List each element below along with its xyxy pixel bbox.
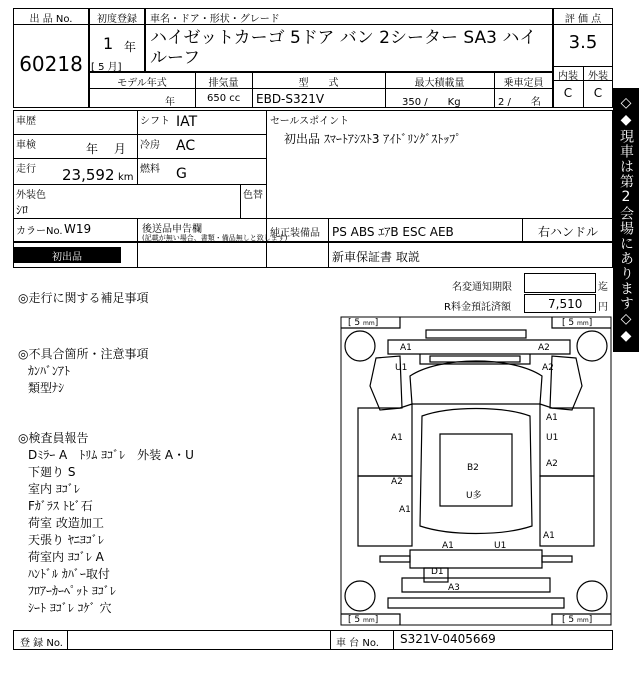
overall-grade: 3.5 xyxy=(568,32,598,53)
displacement-value: 650 cc xyxy=(207,93,241,104)
damage-mark: U1 xyxy=(494,541,507,551)
chassis-label: 車 台 No. xyxy=(336,638,379,649)
first-reg-label: 初度登録 xyxy=(97,14,137,25)
tire-unit: mm xyxy=(576,617,589,624)
color-no-label: カラーNo. xyxy=(16,226,63,237)
color-change-label: 色替 xyxy=(243,190,263,201)
damage-mark: A1 xyxy=(391,433,403,443)
damage-mark: A2 xyxy=(546,459,558,469)
inspector-item: ｼｰﾄ ﾖｺﾞﾚ ｺｹﾞ 穴 xyxy=(28,601,112,615)
damage-mark: A1 xyxy=(546,413,558,423)
tire-depth-fl: [ 5 mm] xyxy=(348,318,379,328)
damage-mark: A1 xyxy=(399,505,411,515)
steering-value: 右ハンドル xyxy=(538,225,599,239)
model-label: 型 式 xyxy=(298,78,339,89)
tire-unit: mm xyxy=(362,617,375,624)
displacement-label: 排気量 xyxy=(208,78,239,89)
inspection-value: 年 月 xyxy=(86,142,126,156)
year-unit: 年 xyxy=(124,40,137,54)
model-value: EBD-S321V xyxy=(256,92,325,106)
exterior-label: 外装 xyxy=(588,71,608,82)
side-banner: ◇◆現車は第2会場にあります◇◆ xyxy=(613,88,639,352)
grade-label: 評 価 点 xyxy=(564,14,602,25)
fuel-label: 燃料 xyxy=(140,164,160,175)
inspector-item: ﾊﾝﾄﾞﾙ ｶﾊﾞｰ取付 xyxy=(28,567,110,581)
notes-section xyxy=(18,290,318,307)
driving-title: ◎走行に関する補足事項 xyxy=(18,291,149,305)
damage-mark: A2 xyxy=(538,343,550,353)
tire-depth-fr: [ 5 mm] xyxy=(562,318,593,328)
max-load-value: 350 / Kg xyxy=(402,97,461,108)
tire-unit: mm xyxy=(576,320,589,327)
mileage-value: 23,592 xyxy=(62,166,115,184)
inspection-label: 車検 xyxy=(16,140,36,151)
inspector-item: ﾌﾛｱｰｶｰﾍﾟｯﾄ ﾖｺﾞﾚ xyxy=(28,584,116,598)
inspector-item: 荷室内 ﾖｺﾞﾚ A xyxy=(28,550,104,564)
car-damage-diagram xyxy=(340,316,612,626)
damage-mark: A2 xyxy=(391,477,403,487)
max-load-label: 最大積載量 xyxy=(414,78,465,89)
lot-no-label: 出 品 No. xyxy=(29,14,73,25)
history-label: 車歴 xyxy=(16,116,36,127)
warranty-value: 新車保証書 取説 xyxy=(332,250,420,264)
ac-value: AC xyxy=(176,138,196,154)
lot-no: 60218 xyxy=(19,52,83,76)
damage-mark: U1 xyxy=(546,433,559,443)
name-change-field xyxy=(524,273,596,293)
shift-value: IAT xyxy=(176,114,198,130)
mileage-label: 走行 xyxy=(16,164,36,175)
tire-depth-rr: [ 5 mm] xyxy=(562,615,593,625)
damage-mark: A1 xyxy=(543,531,555,541)
chassis-value: S321V-0405669 xyxy=(400,632,496,646)
aftermarket-note: (記載が無い場合、書類・備品無しと致します) xyxy=(142,234,288,242)
inspector-item: 下廻り S xyxy=(28,465,76,479)
interior-label: 内装 xyxy=(558,71,578,82)
interior-grade: C xyxy=(563,86,573,100)
damage-mark: A1 xyxy=(442,541,454,551)
tire-unit: mm xyxy=(362,320,375,327)
inspector-item: 室内 ﾖｺﾞﾚ xyxy=(28,482,80,496)
tire-depth-rl-value: 5 xyxy=(354,615,361,625)
damage-mark: D1 xyxy=(431,567,444,577)
damage-mark: B2 xyxy=(467,463,479,473)
color-no-value: W19 xyxy=(64,222,92,236)
mileage-unit: km xyxy=(118,172,134,183)
inspector-title: ◎検査員報告 xyxy=(18,431,89,445)
recycle-unit: 円 xyxy=(598,302,608,313)
defect-item: 類型ﾅｼ xyxy=(28,381,65,395)
equipment-value: PS ABS ｴｱB ESC AEB xyxy=(332,225,454,239)
tire-depth-fr-value: 5 xyxy=(568,318,575,328)
aftermarket-label: 後送品申告欄 xyxy=(142,224,202,235)
name-label: 車名・ドア・形状・グレード xyxy=(150,14,280,25)
tire-depth-rl: [ 5 mm] xyxy=(348,615,379,625)
ext-color-label: 外装色 xyxy=(16,190,46,201)
inspector-item: 天張り ﾔﾆﾖｺﾞﾚ xyxy=(28,533,104,547)
damage-mark: A3 xyxy=(448,583,460,593)
ext-color-value: ｼﾛ xyxy=(16,203,29,217)
name-change-label: 名変通知期限 xyxy=(452,282,512,293)
tire-depth-fl-value: 5 xyxy=(354,318,361,328)
name-change-unit: 迄 xyxy=(598,282,608,293)
first-reg-month: [ 5 月] xyxy=(91,62,122,73)
inspector-item: 荷室 改造加工 xyxy=(28,516,104,530)
first-reg-year: 1 xyxy=(103,34,114,53)
sales-point-label: セールスポイント xyxy=(270,116,350,127)
recycle-value: 7,510 xyxy=(548,297,583,311)
fuel-value: G xyxy=(176,166,187,182)
reg-no-box xyxy=(13,630,613,650)
damage-mark: A2 xyxy=(542,363,554,373)
inspector-item: Dﾐﾗｰ A ﾄﾘﾑ ﾖｺﾞﾚ 外装 A・U xyxy=(28,448,194,462)
vehicle-name: ハイゼットカーゴ 5ドア バン 2シーター SA3 ハイルーフ xyxy=(150,28,537,68)
reg-no-label: 登 録 No. xyxy=(20,638,63,649)
defect-item: ｶﾝﾊﾞﾝｱﾄ xyxy=(28,364,71,378)
damage-mark: U1 xyxy=(395,363,408,373)
tire-depth-rr-value: 5 xyxy=(568,615,575,625)
sales-point-value: 初出品 ｽﾏｰﾄｱｼｽﾄ3 ｱｲﾄﾞﾘﾝｸﾞｽﾄｯﾌﾟ xyxy=(284,132,462,146)
inspector-item: Fｶﾞﾗｽ ﾄﾋﾞ石 xyxy=(28,499,93,513)
damage-mark: A1 xyxy=(400,343,412,353)
model-year-value: 年 xyxy=(165,97,175,108)
capacity-value: 2 / 名 xyxy=(498,97,541,108)
equipment-label: 純正装備品 xyxy=(270,228,320,239)
first-listing-text: 初出品 xyxy=(52,252,82,263)
damage-mark: U多 xyxy=(466,491,482,501)
defects-title: ◎不具合箇所・注意事項 xyxy=(18,347,149,361)
ac-label: 冷房 xyxy=(140,140,160,151)
capacity-label: 乗車定員 xyxy=(503,78,544,89)
exterior-grade: C xyxy=(593,86,603,100)
recycle-label: R料金預託済額 xyxy=(444,302,511,313)
shift-label: シフト xyxy=(140,116,170,127)
model-year-label: モデル年式 xyxy=(117,78,167,89)
